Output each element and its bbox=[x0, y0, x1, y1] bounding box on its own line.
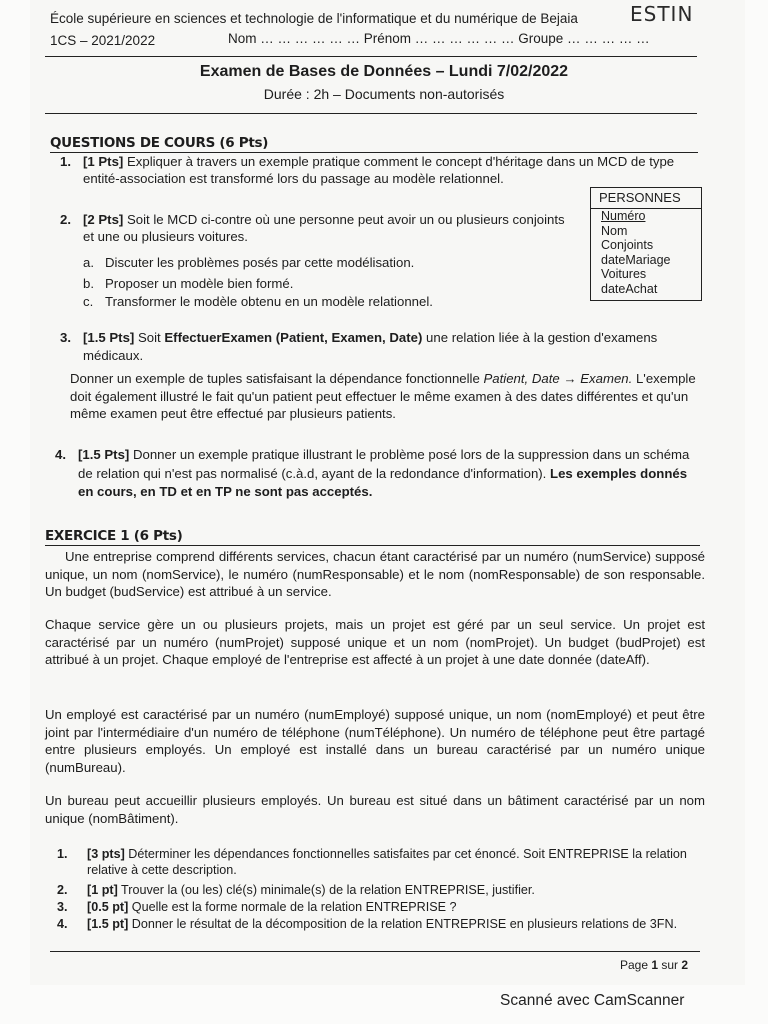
question-1-text: Expliquer à travers un exemple pratique comment le concept d'héritage dans un MCD de type entité-association est transformé lors du passage au modèle relationnel. bbox=[83, 154, 675, 186]
exercise-question-4-number: 4. bbox=[57, 917, 68, 931]
question-4-notice: Les exemples donnés en cours, en TD et en TP ne sont pas acceptés. bbox=[78, 465, 688, 499]
question-3-body bbox=[70, 370, 703, 423]
question-3-points: [1.5 Pts] bbox=[83, 330, 135, 345]
question-2a bbox=[83, 255, 414, 270]
estin-logo: ESTIN bbox=[630, 2, 694, 26]
camscanner-watermark: Scanné avec CamScanner bbox=[500, 992, 685, 1009]
entity-name: PERSONNES bbox=[591, 188, 701, 209]
entity-attribute: dateMariage bbox=[601, 252, 671, 267]
entity-attribute: Nom bbox=[601, 223, 628, 238]
exam-duration: Durée : 2h – Documents non-autorisés bbox=[263, 86, 505, 102]
total-pages: 2 bbox=[681, 958, 689, 972]
question-2c bbox=[83, 294, 433, 309]
question-3-text-3: Donner un exemple de tuples satisfaisant la dépendance fonctionnelle bbox=[70, 371, 484, 386]
exercise-question-2-number: 2. bbox=[57, 883, 68, 897]
question-2-points: [2 Pts] bbox=[83, 212, 124, 227]
exercise-question-1 bbox=[57, 847, 702, 878]
header-divider bbox=[45, 56, 697, 57]
question-4 bbox=[55, 446, 703, 502]
question-1-number: 1. bbox=[60, 154, 71, 169]
exercise-question-4-points: [1.5 pt] bbox=[87, 917, 129, 931]
current-page: 1 bbox=[651, 958, 659, 972]
question-4-text: Donner un exemple pratique illustrant le problème posé lors de la suppression dans un schéma de relation qui n'est pas normalisé (c.à.d, ayant de la redondance d'information). bbox=[78, 447, 690, 481]
exercise-question-3-points: [0.5 pt] bbox=[87, 900, 129, 914]
academic-year: 1CS – 2021/2022 bbox=[50, 33, 156, 48]
exercise-1-heading: EXERCICE 1 (6 Pts) bbox=[45, 528, 183, 544]
question-4-number: 4. bbox=[55, 447, 66, 462]
exercise-question-2 bbox=[57, 883, 702, 899]
question-3-relation: EffectuerExamen (Patient, Examen, Date) bbox=[164, 330, 423, 345]
question-3-text-2: une relation liée à la gestion d'examens médicaux. bbox=[83, 330, 658, 363]
question-3 bbox=[60, 329, 703, 364]
title-divider bbox=[45, 113, 697, 114]
exercise-question-2-points: [1 pt] bbox=[87, 883, 118, 897]
question-2b bbox=[83, 276, 293, 291]
question-2a-text: Discuter les problèmes posés par cette modélisation. bbox=[105, 255, 415, 270]
question-2b-text: Proposer un modèle bien formé. bbox=[105, 276, 294, 291]
question-3-text-4: L'exemple doit également illustré le fait qu'un patient peut effectuer le même examen à des dates différentes et qu'un même examen peut être effectué par plusieurs patients. bbox=[70, 371, 696, 421]
question-2b-letter: b. bbox=[83, 276, 94, 291]
footer-divider bbox=[50, 951, 700, 952]
exercise-question-1-text: Déterminer les dépendances fonctionnelles satisfaites par cet énoncé. Soit ENTREPRISE la relation relative à cette description. bbox=[87, 847, 687, 877]
page-separator: sur bbox=[658, 958, 682, 972]
exercise-question-4-text: Donner le résultat de la décomposition de la relation ENTREPRISE en plusieurs relations de 3FN. bbox=[128, 917, 678, 931]
entity-attribute: Conjoints bbox=[601, 238, 654, 252]
entity-key-attribute: Numéro bbox=[601, 209, 646, 223]
question-3-text: Soit bbox=[134, 330, 165, 345]
exercise-question-2-text: Trouver la (ou les) clé(s) minimale(s) de la relation ENTREPRISE, justifier. bbox=[117, 883, 535, 897]
question-1 bbox=[60, 153, 698, 187]
question-1-points: [1 Pts] bbox=[83, 154, 124, 169]
exercise-paragraph: Chaque service gère un ou plusieurs projets, mais un projet est géré par un seul service. Un projet est caractérisé par un numéro (numProjet) supposé unique et un nom (nomProjet). Un budget (budProjet) est attribué à un projet. Chaque employé de l'entreprise est affecté à un projet à une date donnée (dateAff). bbox=[45, 617, 705, 667]
exercise-question-3-number: 3. bbox=[57, 900, 68, 914]
entity-attribute: dateAchat bbox=[601, 281, 658, 296]
question-2c-text: Transformer le modèle obtenu en un modèle relationnel. bbox=[105, 294, 433, 309]
exercise-question-1-points: [3 pts] bbox=[87, 847, 125, 861]
personnes-entity-box bbox=[590, 187, 702, 301]
course-questions-heading: QUESTIONS DE COURS (6 Pts) bbox=[50, 135, 269, 151]
exam-title: Examen de Bases de Données – Lundi 7/02/2022 bbox=[199, 63, 569, 80]
student-fields: Nom … … … … … … Prénom … … … … … … Groupe … … … … … bbox=[228, 31, 650, 46]
exercise-paragraph: Un bureau peut accueillir plusieurs employés. Un bureau est situé dans un bâtiment caractérisé par un nom unique (nomBâtiment). bbox=[45, 793, 705, 826]
exercise-heading-underline bbox=[45, 545, 700, 546]
exercise-question-1-number: 1. bbox=[57, 847, 68, 861]
question-2-number: 2. bbox=[60, 212, 71, 227]
exercise-question-4 bbox=[57, 917, 702, 933]
question-3-dependency: Patient, Date → Examen. bbox=[483, 371, 633, 386]
question-2a-letter: a. bbox=[83, 255, 94, 270]
question-4-points: [1.5 Pts] bbox=[78, 447, 130, 462]
question-3-number: 3. bbox=[60, 330, 71, 345]
page-number bbox=[620, 958, 688, 972]
question-2c-letter: c. bbox=[83, 294, 94, 309]
question-2 bbox=[60, 211, 578, 245]
question-2-text: Soit le MCD ci-contre où une personne peut avoir un ou plusieurs conjoints et une ou plusieurs voitures. bbox=[83, 212, 565, 244]
entity-attribute: Voitures bbox=[601, 267, 647, 281]
page-word: Page bbox=[620, 958, 652, 972]
exercise-paragraph: Un employé est caractérisé par un numéro (numEmployé) supposé unique, un nom (nomEmployé) et peut être joint par l'intermédiaire d'un numéro de téléphone (numTéléphone). Un numéro de téléphone peut être partagé entre plusieurs employés. Un employé est installé dans un bureau caractérisé par un numéro unique (numBureau). bbox=[45, 707, 705, 775]
exercise-paragraph: Une entreprise comprend différents services, chacun étant caractérisé par un numéro (numService) supposé unique, un nom (nomService), le numéro (numResponsable) et le nom (nomResponsable) de son responsable. Un budget (budService) est attribué à un service. bbox=[45, 549, 705, 599]
school-name: École supérieure en sciences et technologie de l'informatique et du numérique de Bejaia bbox=[50, 11, 578, 26]
exercise-question-3-text: Quelle est la forme normale de la relation ENTREPRISE ? bbox=[128, 900, 457, 914]
exercise-question-3 bbox=[57, 900, 702, 916]
